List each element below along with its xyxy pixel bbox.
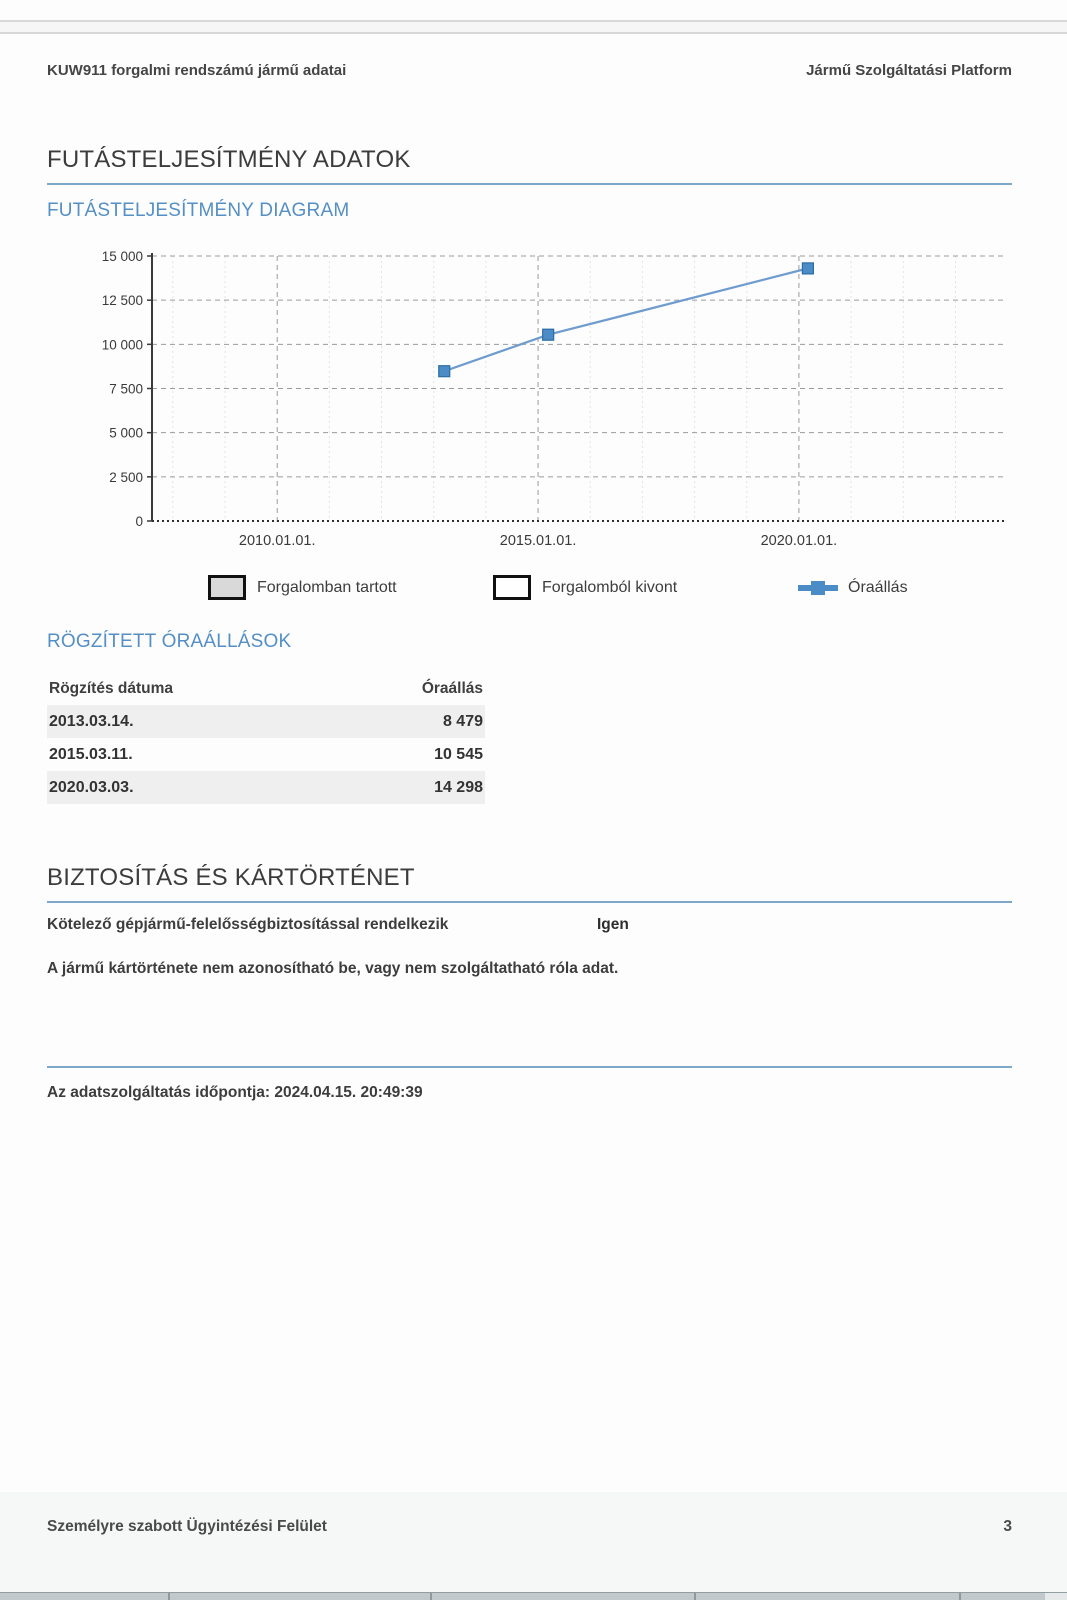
legend-label: Óraállás [848,579,908,596]
record-date: 2013.03.14. [49,712,134,730]
section-divider-rule [47,1066,1012,1068]
bar-divider [694,1593,696,1600]
chart-legend [0,575,1067,607]
odometer-section-title: RÖGZÍTETT ÓRAÁLLÁSOK [47,631,292,652]
document-header [47,62,1012,79]
record-date: 2020.03.03. [49,778,134,796]
svg-text:2 500: 2 500 [109,469,143,485]
legend-item-in-circulation [208,575,397,600]
liability-value: Igen [597,916,629,933]
bar-divider [959,1593,961,1600]
liability-row [47,916,1012,934]
odometer-value: 14 298 [434,778,483,796]
odometer-table-header-row [47,672,485,705]
top-edge-band [0,22,1067,32]
svg-text:2015.01.01.: 2015.01.01. [499,533,577,549]
white-box-swatch [493,575,531,600]
insurance-section-title: BIZTOSÍTÁS ÉS KÁRTÖRTÉNET [47,864,1012,903]
svg-text:2020.01.01.: 2020.01.01. [760,533,838,549]
svg-text:5 000: 5 000 [109,425,143,441]
legend-item-withdrawn [493,575,677,600]
damage-history-note: A jármű kártörténete nem azonosítható be, vagy nem szolgáltatható róla adat. [47,960,619,977]
cutoff-next-page-bar [0,1592,1067,1600]
svg-text:2010.01.01.: 2010.01.01. [238,533,316,549]
line-swatch-square [811,581,825,595]
page-number: 3 [1003,1518,1012,1535]
legend-label: Forgalomban tartott [257,578,397,596]
odometer-value: 10 545 [434,745,483,763]
svg-text:10 000: 10 000 [101,337,143,353]
mileage-diagram-title: FUTÁSTELJESÍTMÉNY DIAGRAM [47,200,350,221]
mileage-chart [90,246,1010,556]
bar-divider [430,1593,432,1600]
liability-label: Kötelező gépjármű-felelősségbiztosítással rendelkezik [47,916,449,933]
document-footer [47,1518,1012,1536]
svg-text:7 500: 7 500 [109,381,143,397]
svg-text:12 500: 12 500 [101,293,143,309]
mileage-section-title: FUTÁSTELJESÍTMÉNY ADATOK [47,146,1012,185]
column-header-record-date: Rögzítés dátuma [49,679,174,697]
column-header-odometer: Óraállás [421,679,483,697]
data-provision-timestamp: Az adatszolgáltatás időpontja: 2024.04.15. 20:49:39 [47,1084,423,1101]
table-row [47,771,485,804]
header-vehicle-title: KUW911 forgalmi rendszámú jármű adatai [47,62,347,79]
table-row [47,705,485,738]
footer-band [0,1492,1067,1593]
line-marker-swatch [798,575,838,601]
legend-label: Forgalomból kivont [542,578,678,596]
odometer-value: 8 479 [442,712,483,730]
top-edge-line-2 [0,32,1067,34]
record-date: 2015.03.11. [49,745,133,763]
table-row [47,738,485,771]
svg-text:15 000: 15 000 [101,249,143,264]
bar-divider [168,1593,170,1600]
bar-end-cap [1045,1593,1067,1600]
legend-item-odometer [798,575,908,601]
svg-text:0: 0 [135,514,143,529]
gray-box-swatch [208,575,246,600]
odometer-table [47,672,485,804]
header-platform-title: Jármű Szolgáltatási Platform [806,62,1012,79]
footer-platform-name: Személyre szabott Ügyintézési Felület [47,1518,327,1535]
